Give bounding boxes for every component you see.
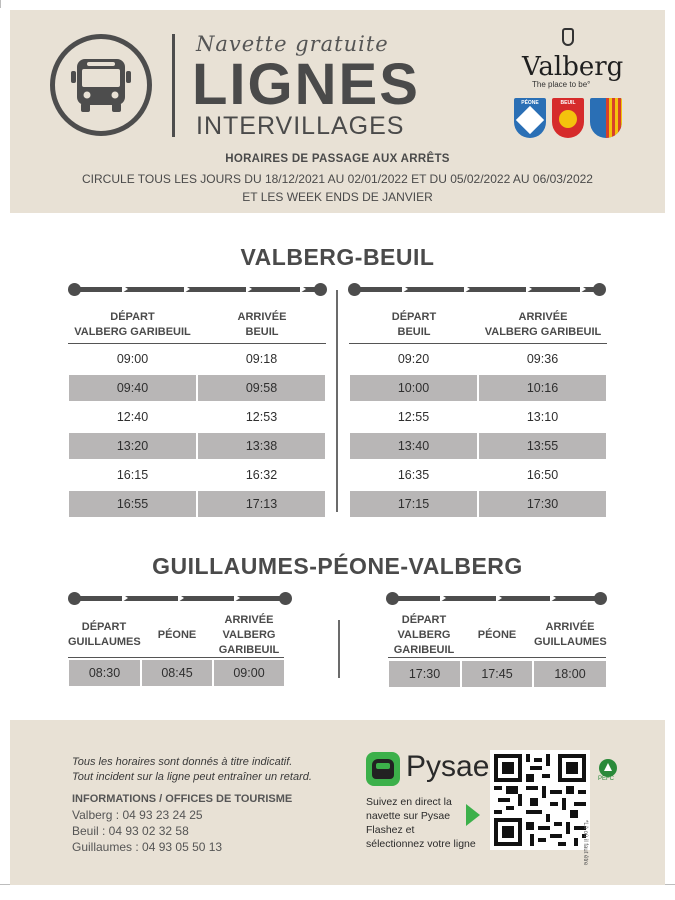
header-rule	[388, 657, 606, 658]
schedule-dates-extra: ET LES WEEK ENDS DE JANVIER	[242, 190, 433, 204]
time-cell: 13:10	[526, 410, 559, 424]
time-cell: 10:16	[479, 375, 606, 401]
brand-tagline: The place to be°	[532, 80, 591, 89]
phone-beuil: Beuil : 04 93 02 32 58	[72, 824, 189, 838]
time-cell: 16:15	[116, 468, 149, 482]
route-arrow	[68, 592, 292, 604]
time-cell: 17:13	[198, 491, 325, 517]
time-cell: 16:55	[69, 491, 196, 517]
divider	[172, 34, 175, 137]
crop-mark	[0, 0, 1, 8]
time-cell: 08:45	[142, 660, 212, 686]
section-title: GUILLAUMES-PÉONE-VALBERG	[152, 553, 523, 579]
time-cell: 09:36	[526, 352, 559, 366]
time-cell: 09:40	[69, 375, 196, 401]
route-arrow	[68, 283, 327, 295]
side-text: *Là où il faut être	[582, 820, 588, 866]
pysae-icon	[366, 752, 400, 786]
phone-guillaumes: Guillaumes : 04 93 05 50 13	[72, 840, 223, 854]
column-header: ARRIVÉE VALBERG GARIBEUIL	[484, 311, 602, 338]
time-cell: 16:50	[526, 468, 559, 482]
shield-beuil	[552, 98, 584, 138]
time-cell: 09:58	[198, 375, 325, 401]
app-text: sélectionnez votre ligne	[366, 838, 476, 850]
time-cell: 09:00	[116, 352, 149, 366]
pefc-label: PEFC	[598, 776, 615, 782]
column-header: DÉPART BEUIL	[391, 311, 437, 338]
time-cell: 18:00	[534, 661, 606, 687]
header-rule	[349, 343, 607, 344]
subtitle: Navette gratuite	[196, 32, 389, 56]
time-cell: 17:30	[389, 661, 460, 687]
disclaimer: Tous les horaires sont donnés à titre indicatif.	[72, 756, 293, 768]
brand-name: Valberg	[522, 52, 624, 82]
time-cell: 13:20	[69, 433, 196, 459]
app-text: Suivez en direct la	[366, 796, 452, 808]
column-header: DÉPART VALBERG GARIBEUIL	[393, 614, 455, 656]
shield-peone	[514, 98, 546, 138]
column-header: PÉONE	[157, 629, 197, 641]
app-text: navette sur Pysae	[366, 810, 451, 822]
time-cell: 09:18	[245, 352, 278, 366]
valberg-logo	[562, 28, 574, 46]
page-title: LIGNES	[192, 52, 420, 117]
shield-label: PÉONE	[521, 100, 539, 106]
time-cell: 10:00	[350, 375, 477, 401]
play-arrow-icon	[466, 804, 480, 826]
column-header: DÉPART GUILLAUMES	[68, 621, 141, 648]
time-cell: 17:15	[350, 491, 477, 517]
time-cell: 08:30	[69, 660, 140, 686]
qr-code[interactable]	[490, 750, 590, 850]
time-cell: 09:00	[214, 660, 284, 686]
time-cell: 12:53	[245, 410, 278, 424]
column-header: ARRIVÉE BEUIL	[237, 311, 287, 338]
phone-valberg: Valberg : 04 93 23 24 25	[72, 808, 203, 822]
time-cell: 13:40	[350, 433, 477, 459]
app-name: Pysae	[406, 750, 490, 783]
app-text: Flashez et	[366, 824, 415, 836]
shield-valberg	[590, 98, 622, 138]
shields	[514, 98, 626, 140]
time-cell: 13:55	[479, 433, 606, 459]
time-cell: 17:30	[479, 491, 606, 517]
schedule-heading: HORAIRES DE PASSAGE AUX ARRÊTS	[225, 153, 450, 165]
footer	[10, 720, 665, 885]
header-banner	[10, 10, 665, 213]
disclaimer: Tout incident sur la ligne peut entraîner un retard.	[72, 771, 312, 783]
time-cell: 12:40	[116, 410, 149, 424]
route-arrow	[348, 283, 606, 295]
table-separator	[336, 290, 338, 512]
table-separator	[338, 620, 340, 678]
pefc-logo	[598, 758, 618, 778]
schedule-dates: CIRCULE TOUS LES JOURS DU 18/12/2021 AU 02/01/2022 ET DU 05/02/2022 AU 06/03/2022	[82, 172, 593, 186]
section-title: VALBERG-BEUIL	[240, 244, 435, 270]
column-header: DÉPART VALBERG GARIBEUIL	[74, 311, 191, 338]
header-rule	[68, 657, 284, 658]
route-arrow	[386, 592, 607, 604]
time-cell: 09:20	[397, 352, 430, 366]
time-cell: 16:35	[397, 468, 430, 482]
column-header: PÉONE	[477, 629, 517, 641]
bus-icon	[50, 34, 152, 136]
column-header: ARRIVÉE VALBERG GARIBEUIL	[218, 614, 280, 656]
column-header: ARRIVÉE GUILLAUMES	[534, 621, 607, 648]
time-cell: 12:55	[397, 410, 430, 424]
time-cell: 17:45	[462, 661, 532, 687]
shield-label: BEUIL	[560, 100, 576, 106]
time-cell: 16:32	[245, 468, 278, 482]
header-rule	[68, 343, 326, 344]
page-subtitle: INTERVILLAGES	[196, 112, 405, 140]
time-cell: 13:38	[198, 433, 325, 459]
info-heading: INFORMATIONS / OFFICES DE TOURISME	[72, 793, 293, 805]
